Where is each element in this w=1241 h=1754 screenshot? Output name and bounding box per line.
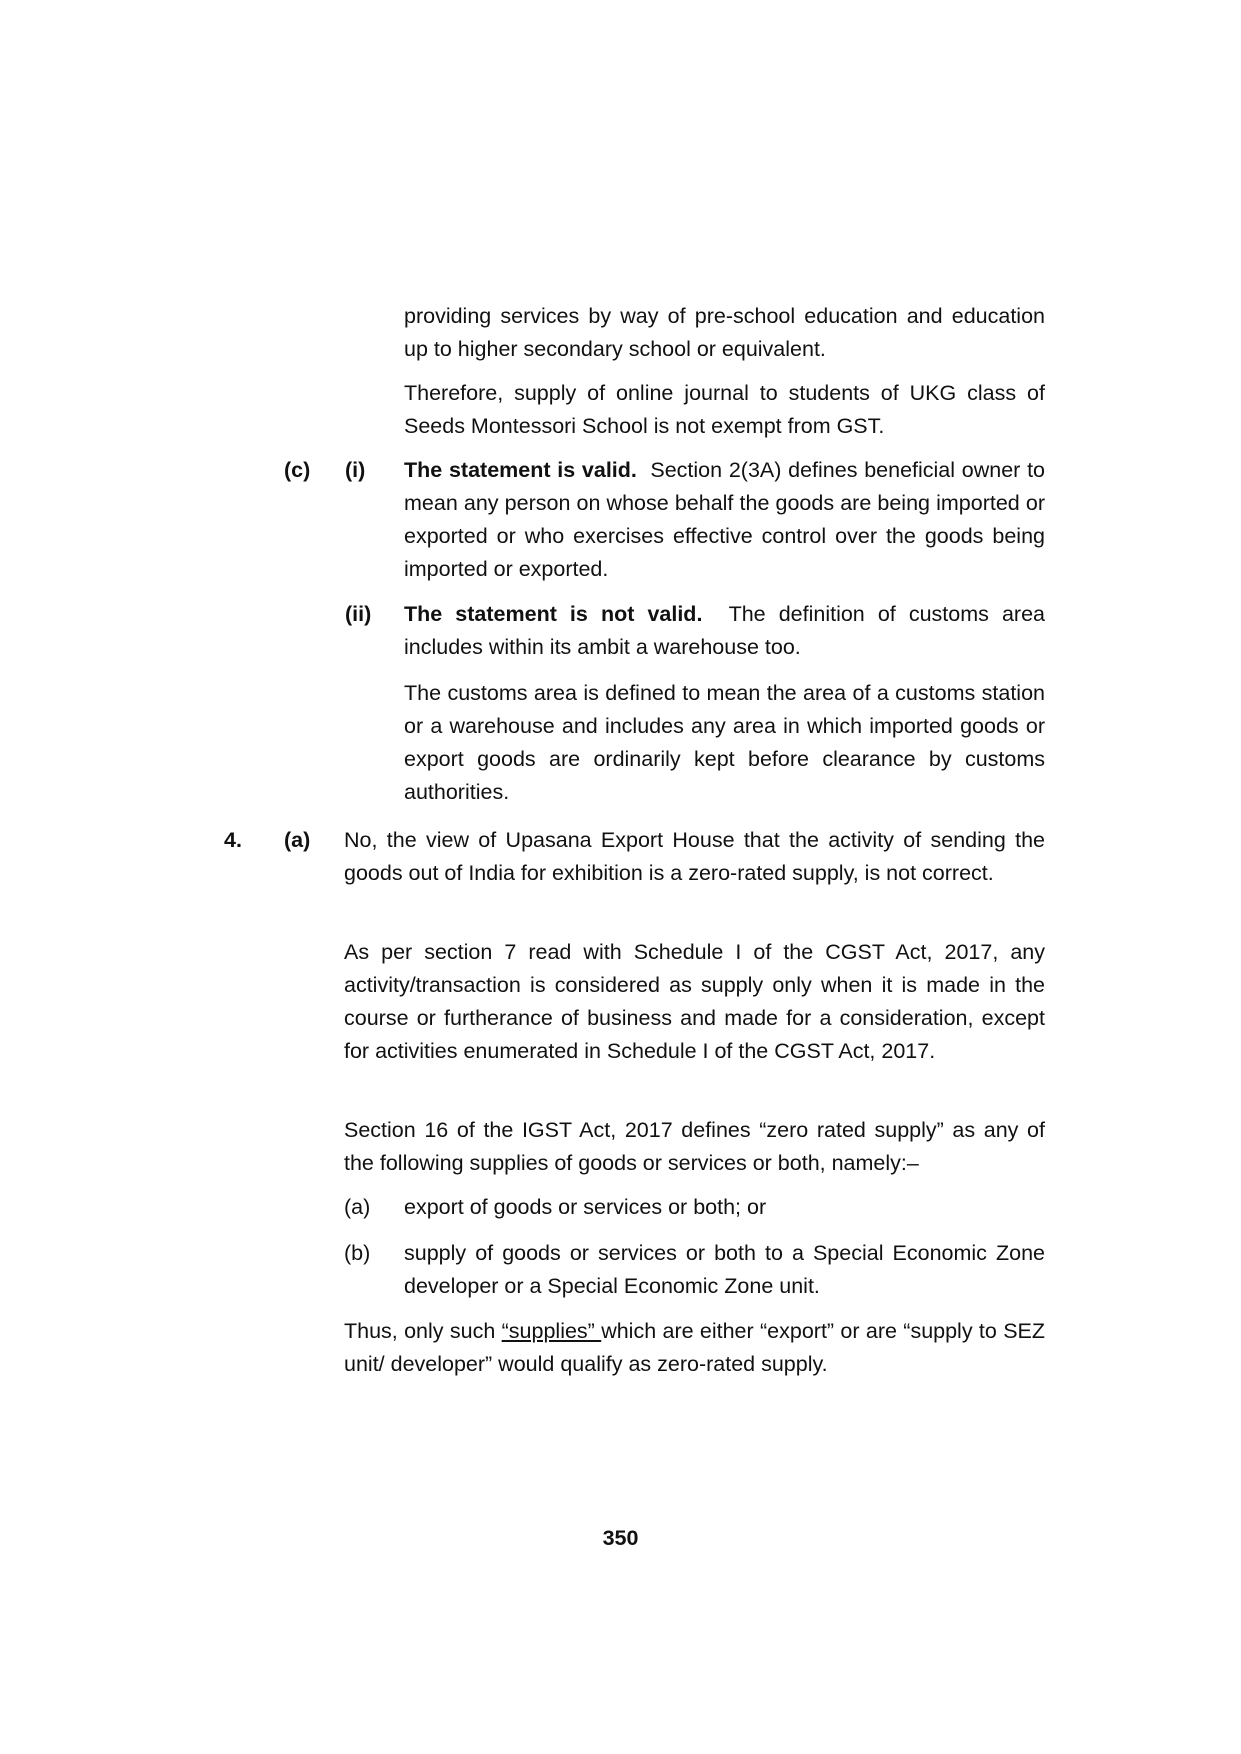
continuation-paragraph: providing services by way of pre-school education and education up to higher secondary school or equivalent.	[404, 304, 1045, 361]
item-c-ii-paragraph	[404, 598, 1045, 664]
supplies-underlined: “supplies”	[501, 1319, 602, 1343]
answer-paragraph-3: Section 16 of the IGST Act, 2017 defines “zero rated supply” as any of the following supplies of goods or services or both, namely:–	[344, 1118, 1045, 1175]
item-4a-label: (a)	[284, 828, 311, 852]
list-item-text: supply of goods or services or both to a Special Economic Zone developer or a Special Economic Zone unit.	[404, 1241, 1045, 1298]
list-item-label: (b)	[344, 1241, 371, 1265]
item-c-label: (c)	[284, 458, 311, 482]
answer-paragraph-2: As per section 7 read with Schedule I of the CGST Act, 2017, any activity/transaction is considered as supply only when it is made in the course or furtherance of business and made for a consideration, except for activities enumerated in Schedule I of the CGST Act, 2017.	[344, 940, 1045, 1063]
statement-explanation: The definition of customs area includes within its ambit a warehouse too.	[404, 602, 1046, 659]
item-c-i-label: (i)	[345, 458, 366, 482]
answer-paragraph-1: No, the view of Upasana Export House that the activity of sending the goods out of India for exhibition is a zero-rated supply, is not correct.	[344, 828, 1045, 885]
list-item-text: export of goods or services or both; or	[404, 1195, 767, 1219]
para4-tail: which are either “export” or are “supply to SEZ unit/ developer” would qualify as zero-rated supply.	[344, 1319, 1046, 1376]
item-c-i-paragraph	[404, 454, 1045, 586]
page-number: 350	[602, 1525, 639, 1550]
conclusion-paragraph: Therefore, supply of online journal to students of UKG class of Seeds Montessori School is not exempt from GST.	[404, 381, 1045, 438]
statement-explanation: Section 2(3A) defines beneficial owner to mean any person on whose behalf the goods are being imported or exported or who exercises effective control over the goods being imported or exported.	[404, 458, 1045, 581]
para4-lead: Thus, only such	[344, 1319, 502, 1343]
list-item-label: (a)	[344, 1195, 371, 1219]
item-c-ii-label: (ii)	[345, 602, 372, 626]
statement-verdict: The statement is valid.	[404, 458, 637, 482]
answer-paragraph-4	[344, 1315, 1045, 1381]
question-number: 4.	[224, 828, 242, 852]
statement-verdict: The statement is not valid.	[404, 602, 703, 626]
customs-area-paragraph: The customs area is defined to mean the area of a customs station or a warehouse and includes any area in which imported goods or export goods are ordinarily kept before clearance by customs authorities.	[404, 681, 1045, 804]
